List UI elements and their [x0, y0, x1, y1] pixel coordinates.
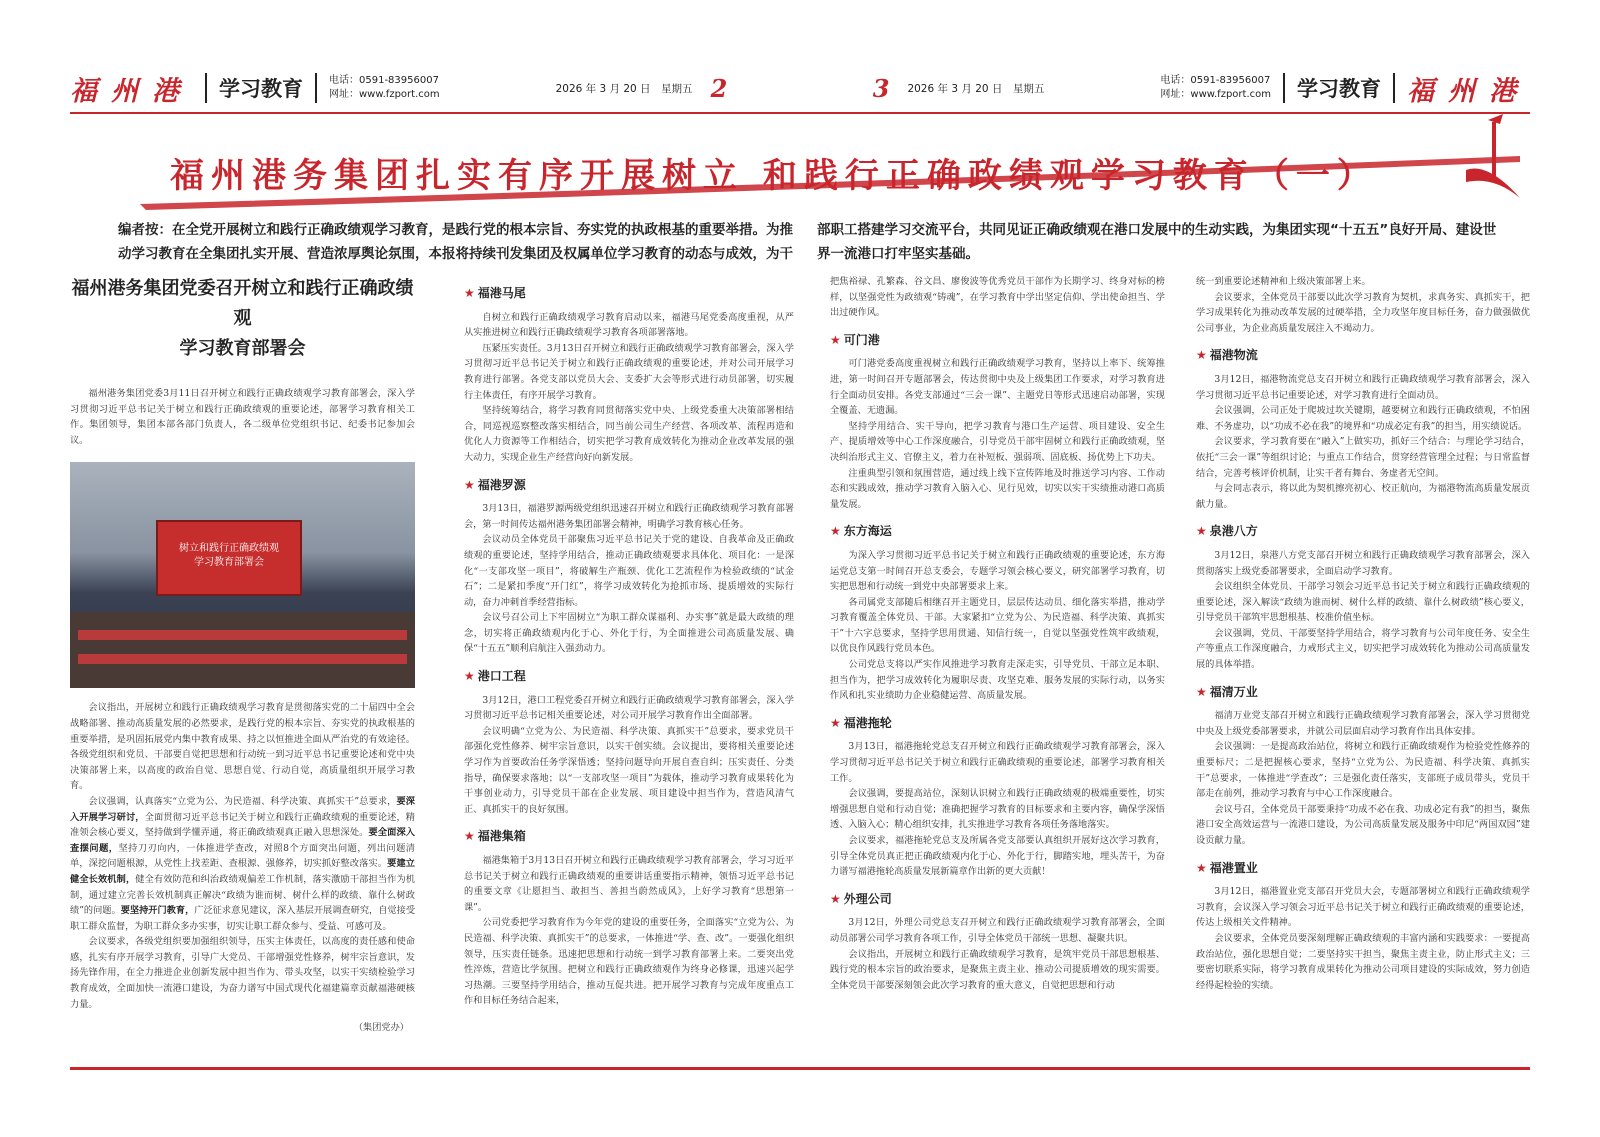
footer-rule [70, 1067, 1530, 1070]
header-rule [70, 112, 1530, 114]
unit-heading [464, 669, 794, 685]
unit-name: 泉港八方 [1209, 524, 1258, 539]
unit-heading [1196, 348, 1530, 364]
unit-paragraph: 会议要求，全体党员要深刻理解正确政绩观的丰富内涵和实践要求：一要提高政治站位，强化思想自觉；二要坚持实干担当，聚焦主责主业，防止形式主义；三要密切联系实际，将学习教育成果转化为推动公司项目建设的实际成效，努力创造经得起检验的实绩。 [1196, 932, 1530, 991]
unit-paragraph: 3月13日，福港拖轮党总支召开树立和践行正确政绩观学习教育部署会，深入学习贯彻习近平总书记关于树立和践行正确政绩观的重要论述，部署学习教育相关工作。 [830, 741, 1165, 784]
unit-paragraph: 会议强调，党员、干部要坚持学用结合，将学习教育与公司年度任务、安全生产等重点工作深度融合，力戒形式主义，切实把学习成效转化为推动公司高质量发展的具体举措。 [1196, 627, 1530, 671]
headline-line-2: 学习教育部署会 [179, 338, 306, 359]
unit-paragraph: 会议强调，要提高站位，深刻认识树立和践行正确政绩观的极端重要性，切实增强思想自觉和行动自觉；准确把握学习教育的目标要求和主要内容，确保学深悟透、入脑入心；精心组织安排，扎实推进学习教育各项任务落地落实。 [830, 788, 1165, 831]
unit-paragraph: 3月12日，泉港八方党支部召开树立和践行正确政绩观学习教育部署会，深入贯彻落实上级党委部署要求，全面启动学习教育。 [1196, 549, 1530, 577]
text-run: 健全有效防范和纠治政绩观偏差工作机制，落实激励干部担当作为机制，通过建立完善长效机制真正解决“政绩为谁而树、树什么样的政绩、靠什么树政绩”的问题。 [70, 873, 415, 917]
editor-note-text: 在全党开展树立和践行正确政绩观学习教育，是践行党的根本宗旨、夯实党的执政根基的重要举措。为推动学习教育在全集团扎实开展、营造浓厚舆论氛围，本报将持续刊发集团及权属单位学习教育的动态与成效，为干部职工搭建学习交流平台，共同见证正确政绩观在港口发展中的生动实践，为集团实现“十五五”良好开局、建设世界一流港口打牢坚实基础。 [118, 222, 1497, 262]
star-icon: ★ [464, 286, 475, 300]
unit-paragraph: 注重典型引领和氛围营造，通过线上线下宣传阵地及时推送学习内容、工作动态和实践成效，推动学习教育入脑入心、见行见效，切实以实干实绩推动港口高质量发展。 [830, 467, 1165, 510]
unit-paragraph: 公司党总支将以严实作风推进学习教育走深走实，引导党员、干部立足本职、担当作为，把学习成效转化为履职尽责、攻坚克难、服务发展的实际行动，以务实作风和扎实业绩助力企业稳健运营、高质量发展。 [830, 659, 1165, 702]
unit-paragraph: 公司党委把学习教育作为今年党的建设的重要任务，全面落实“立党为公、为民造福、科学决策、真抓实干”的总要求，一体推进“学、查、改”。一要强化组织领导，压实责任链条。迅速把思想和行动统一到学习教育部署上来。二要突出党性淬炼，营造比学氛围。把树立和践行正确政绩观作为终身必修课，迅速兴起学习热潮。三要坚持学用结合，推动互促共进。把开展学习教育与完成年度重点工作和目标任务结合起来， [464, 917, 794, 1007]
page-number: 2 [710, 73, 728, 103]
unit-paragraph: 会议号召公司上下牢固树立“为职工群众谋福利、办实事”就是最大政绩的理念，切实将正确政绩观内化于心、外化于行，为全面推进公司高质量发展、确保“十五五”顺利启航注入强劲动力。 [464, 612, 794, 655]
unit-paragraph: 与会同志表示，将以此为契机擦亮初心、校正航向，为福港物流高质量发展贡献力量。 [1196, 483, 1530, 510]
star-icon: ★ [464, 829, 475, 844]
unit-paragraph: 自树立和践行正确政绩观学习教育启动以来，福港马尾党委高度重视，从严从实推进树立和践行正确政绩观学习教育各项部署落地。 [464, 311, 794, 339]
phone: 电话：0591-83956007 [329, 75, 439, 86]
unit-paragraph: 统一到重要论述精神和上级决策部署上来。 [1196, 276, 1371, 287]
unit-paragraph: 压紧压实责任。3月13日召开树立和践行正确政绩观学习教育部署会，深入学习贯彻习近平总书记关于树立和践行正确政绩观的重要论述，并对公司开展学习教育进行部署。各党支部以党员大会、支委扩大会等形式进行动员部署，切实履行主体责任，有序开展学习教育。 [464, 342, 794, 401]
section-title: 学习教育 [219, 77, 303, 101]
unit-paragraph: 坚持学用结合、实干导向，把学习教育与港口生产运营、项目建设、安全生产、提质增效等中心工作深度融合，引导党员干部牢固树立和践行正确政绩观，坚决纠治形式主义、官僚主义，着力在补短板、强弱项、固底板、扬优势上下功夫。 [830, 420, 1165, 463]
unit-heading [830, 892, 1165, 908]
section-title: 学习教育 [1297, 77, 1381, 101]
unit-paragraph: 福港集箱于3月13日召开树立和践行正确政绩观学习教育部署会，学习习近平总书记关于树立和践行正确政绩观的重要讲话重要指示精神，领悟习近平总书记的重要文章《让愿担当、敢担当、善担当蔚然成风》，上好学习教育“思想第一课”。 [464, 855, 794, 913]
newspaper-logo: 福州港 [70, 75, 193, 107]
text-run: 坚持刀刃向内，一体推进学查改，对照8个方面突出问题，列出问题清单，深挖问题根源，从党性上找差距、查根源、强修养，切实抓好整改落实。 [70, 842, 415, 870]
headline-line-1: 福州港务集团党委召开树立和践行正确政绩观 [71, 278, 414, 329]
unit-paragraph: 各司属党支部随后相继召开主题党日，层层传达动员、细化落实举措，推动学习教育覆盖全体党员、干部。大家紧扣“立党为公、为民造福、科学决策、真抓实干”十六字总要求，坚持学思用贯通、知信行统一，自觉以坚强党性筑牢政绩观，以优良作风践行党员本色。 [830, 596, 1165, 655]
emphasis-text: 要深入开展学习研讨， [70, 795, 415, 823]
unit-paragraph: 福清万业党支部召开树立和践行正确政绩观学习教育部署会，深入学习贯彻党中央及上级党委部署要求，并就公司层面启动学习教育作出具体安排。 [1196, 710, 1530, 737]
contact-info [1160, 74, 1271, 102]
photo-conference-table [70, 612, 415, 688]
page-number: 3 [872, 73, 890, 103]
unit-paragraph: 会议要求，全体党员干部要以此次学习教育为契机，求真务实、真抓实干，把学习成果转化为推动改革发展的过硬举措，全力攻坚年度目标任务，奋力做强做优公司事业，为企业高质量发展注入不竭动力。 [1196, 291, 1530, 334]
editor-note-label: 编者按： [118, 222, 172, 238]
unit-paragraph: 3月12日，福港物流党总支召开树立和践行正确政绩观学习教育部署会，深入学习贯彻习近平总书记重要论述，对学习教育进行全面动员。 [1196, 373, 1530, 401]
issue-date: 2026 年 3 月 20 日 星期五 [555, 82, 693, 95]
unit-heading [1196, 861, 1530, 877]
unit-heading [830, 524, 1165, 540]
unit-heading [830, 716, 1165, 732]
phone: 电话：0591-83956007 [1160, 75, 1271, 86]
emphasis-text: 要全面深入查摆问题， [70, 827, 415, 854]
star-icon: ★ [830, 891, 841, 906]
star-icon: ★ [1196, 348, 1207, 363]
unit-name: 外理公司 [843, 891, 892, 906]
unit-paragraph: 会议强调，公司正处于爬坡过坎关键期，越要树立和践行正确政绩观，不怕困难、不务虚功，以“功成不必在我”的境界和“功成必定有我”的担当，用实绩说话。 [1196, 405, 1530, 432]
divider [1283, 73, 1285, 103]
header-left [70, 66, 770, 110]
unit-name: 福港罗源 [477, 477, 526, 492]
unit-paragraph: 会议号召，全体党员干部要秉持“功成不必在我、功成必定有我”的担当，聚焦港口安全高效运营与一流港口建设，为公司高质量发展及服务中印尼“两国双园”建设贡献力量。 [1196, 803, 1530, 846]
photo-table-row [78, 654, 407, 664]
editor-note [118, 218, 1498, 266]
flag-icon [1458, 110, 1528, 200]
unit-heading [830, 333, 1165, 349]
page-title: 福州港务集团扎实有序开展树立 和践行正确政绩观学习教育（一） [170, 156, 1378, 196]
emphasis-text: 要坚持开门教育， [120, 905, 195, 917]
unit-name: 福清万业 [1209, 684, 1258, 699]
article-paragraph: 会议要求，各级党组织要加强组织领导，压实主体责任，以高度的责任感和使命感，扎实有序开展学习教育，引导广大党员、干部增强党性修养，树牢宗旨意识，发扬先锋作用，在全力推进企业创新发展中担当作为、带头攻坚，以实干实绩检验学习教育成效，全面加快一流港口建设，为奋力谱写中国式现代化福建篇章贡献福港硬核力量。 [70, 936, 415, 1010]
unit-paragraph: 3月12日，福港置业党支部召开党员大会，专题部署树立和践行正确政绩观学习教育，会议深入学习领会习近平总书记关于树立和践行正确政绩观的重要论述，传达上级相关文件精神。 [1196, 886, 1530, 929]
unit-paragraph: 3月12日，港口工程党委召开树立和践行正确政绩观学习教育部署会，深入学习贯彻习近平总书记相关重要论述，对公司开展学习教育作出全面部署。 [464, 694, 794, 722]
star-icon: ★ [830, 332, 841, 347]
article-paragraph: 会议指出，开展树立和践行正确政绩观学习教育是贯彻落实党的二十届四中全会战略部署、推动高质量发展的必然要求，是践行党的根本宗旨、夯实党的执政根基的重要举措，是巩固拓展党内集中教育成果、持之以恒推进全面从严治党的有效途径。各级党组织和党员、干部要自觉把思想和行动统一到习近平总书记重要论述和党中央决策部署上来，以高度的政治自觉、思想自觉、行动自觉，高质量组织开展学习教育。 [70, 702, 415, 792]
header-right [830, 66, 1530, 110]
screen-text-line: 学习教育部署会 [194, 557, 264, 569]
unit-heading [1196, 685, 1530, 701]
star-icon: ★ [464, 669, 475, 684]
unit-paragraph: 会议要求，学习教育要在“融入”上做实功，抓好三个结合：与理论学习结合，依托“三会一课”等组织讨论；与重点工作结合，贯穿经营管理全过程；与日常监督结合，完善考核评价机制，让实干者有舞台、务虚者无空间。 [1196, 436, 1530, 479]
website-link[interactable]: 网址：www.fzport.com [1160, 89, 1271, 100]
unit-heading [1196, 524, 1530, 540]
unit-paragraph: 坚持统筹结合，将学习教育同贯彻落实党中央、上级党委重大决策部署相结合，同巡视巡察整改落实相结合，同当前公司生产经营、各项改革、流程再造和优化人力资源等工作相结合，切实把学习教育成效转化为推动企业改革发展的强大动力，实现企业生产经营向好向新发展。 [464, 405, 794, 463]
unit-column [1196, 274, 1530, 1064]
newspaper-logo: 福州港 [1407, 75, 1530, 107]
star-icon: ★ [830, 715, 841, 730]
star-icon: ★ [464, 477, 475, 492]
unit-name: 福港马尾 [477, 286, 526, 300]
star-icon: ★ [1196, 860, 1207, 875]
star-icon: ★ [1196, 524, 1207, 539]
unit-paragraph: 会议强调：一是提高政治站位，将树立和践行正确政绩观作为检验党性修养的重要标尺；二是把握核心要求，坚持“立党为公、为民造福、科学决策、真抓实干”总要求，一体推进“学查改”；三是强化责任落实，支部班子成员带头，党员干部走在前列，推动学习教育与中心工作深度融合。 [1196, 741, 1530, 800]
unit-name: 福港物流 [1209, 348, 1258, 363]
article-paragraph: 福州港务集团党委3月11日召开树立和践行正确政绩观学习教育部署会，深入学习贯彻习近平总书记关于树立和践行正确政绩观的重要论述，部署学习教育相关工作。集团领导，集团本部各部门负责人，各二级单位党组织书记、纪委书记参加会议。 [70, 388, 415, 446]
unit-paragraph: 为深入学习贯彻习近平总书记关于树立和践行正确政绩观的重要论述，东方海运党总支第一时间召开总支委会，专题学习领会核心要义，研究部署学习教育，切实把思想和行动统一到党中央部署要求上来。 [830, 549, 1165, 593]
photo-table-row [78, 630, 407, 640]
unit-name: 港口工程 [477, 669, 526, 684]
unit-heading [464, 478, 794, 494]
website-link[interactable]: 网址：www.fzport.com [329, 89, 440, 100]
unit-column [830, 274, 1165, 1064]
text-run: 全面贯彻习近平总书记关于树立和践行正确政绩观的重要论述，精准领会核心要义，坚持做到学懂弄通，将正确政绩观真正融入思想深处。 [70, 811, 415, 839]
divider [205, 73, 207, 103]
unit-paragraph: 把焦裕禄、孔繁森、谷文昌、廖俊波等优秀党员干部作为长期学习、终身对标的榜样，以坚强党性为政绩观“铸魂”，在学习教育中学出坚定信仰、学出使命担当、学出过硬作风。 [830, 276, 1165, 319]
divider [315, 73, 317, 103]
unit-heading [464, 829, 794, 845]
text-run: 广泛征求意见建议，深入基层开展调查研究，自觉接受职工群众监督，为职工群众多办实事，切实让职工群众参与、受益、可感可及。 [70, 905, 415, 932]
unit-heading [464, 286, 794, 302]
article-paragraph [70, 794, 415, 934]
emphasis-text: 要建立健全长效机制， [70, 858, 415, 885]
unit-paragraph: 会议动员全体党员干部聚焦习近平总书记关于党的建设、自我革命及正确政绩观的重要论述，坚持学用结合，推动正确政绩观要求具体化、项目化：一是深化“一支部攻坚一项目”，将破解生产瓶颈、优化工艺流程作为检验政绩的“试金石”；二是紧扣季度“开门红”，将学习成效转化为抢抓市场、提质增效的实际行动，奋力冲刺首季经营指标。 [464, 534, 794, 608]
photo-stage-screen [156, 520, 302, 596]
issue-date: 2026 年 3 月 20 日 星期五 [907, 82, 1045, 95]
screen-text-line: 树立和践行正确政绩观 [179, 543, 279, 555]
unit-name: 东方海运 [843, 524, 892, 539]
unit-paragraph: 会议组织全体党员、干部学习领会习近平总书记关于树立和践行正确政绩观的重要论述，深入解读“政绩为谁而树、树什么样的政绩、靠什么树政绩”核心要义，引导党员干部筑牢思想根基、校准价值坐标。 [1196, 581, 1530, 624]
unit-paragraph: 会议明确“立党为公、为民造福、科学决策、真抓实干”总要求，要求党员干部强化党性修养、树牢宗旨意识，以实干创实绩。会议提出，要将相关重要论述学习作为首要政治任务学深悟透；坚持问题导向开展自查自纠；压实责任、分类指导，确保要求落地；以“一支部攻坚一项目”为载体，推动学习教育成果转化为干事创业动力，引导党员干部在企业发展、项目建设中担当作为，营造风清气正、真抓实干的良好氛围。 [464, 725, 794, 815]
unit-paragraph: 会议指出，开展树立和践行正确政绩观学习教育，是筑牢党员干部思想根基、践行党的根本宗旨的政治要求，是聚焦主责主业、推动公司提质增效的现实需要。全体党员干部要深刻领会此次学习教育的重大意义，自觉把思想和行动 [830, 948, 1165, 991]
text-run: 会议强调，认真落实“立党为公、为民造福、科学决策、真抓实干”总要求， [88, 795, 397, 807]
unit-name: 福港拖轮 [843, 715, 892, 730]
unit-name: 福港置业 [1209, 860, 1258, 875]
meeting-photo [70, 462, 415, 688]
divider [1393, 73, 1395, 103]
star-icon: ★ [1196, 684, 1207, 699]
unit-paragraph: 可门港党委高度重视树立和践行正确政绩观学习教育，坚持以上率下、统筹推进，第一时间召开专题部署会，传达贯彻中央及上级集团工作要求，对学习教育进行全面动员安排。各党支部通过“三会一课”、主题党日等形式迅速启动部署，实现全覆盖、无遗漏。 [830, 358, 1165, 417]
article-headline [70, 274, 415, 364]
star-icon: ★ [830, 524, 841, 539]
unit-paragraph: 会议要求，福港拖轮党总支及所属各党支部要认真组织开展好这次学习教育，引导全体党员真正把正确政绩观内化于心、外化于行，脚踏实地，埋头苦干，为奋力谱写福港拖轮高质量发展新篇章作出新的更大贡献！ [830, 835, 1165, 878]
unit-name: 福港集箱 [477, 829, 526, 844]
unit-column [464, 274, 794, 1064]
main-article [70, 274, 415, 1064]
unit-paragraph: 3月12日，外理公司党总支召开树立和践行正确政绩观学习教育部署会，全面动员部署公司学习教育各项工作，引导全体党员干部统一思想、凝聚共识。 [830, 917, 1165, 944]
unit-name: 可门港 [843, 332, 880, 347]
contact-info [329, 74, 440, 102]
article-credit: （集团党办） [353, 1022, 409, 1034]
unit-paragraph: 3月13日，福港罗源两级党组织迅速召开树立和践行正确政绩观学习教育部署会，第一时间传达福州港务集团部署会精神，明确学习教育核心任务。 [464, 503, 794, 530]
